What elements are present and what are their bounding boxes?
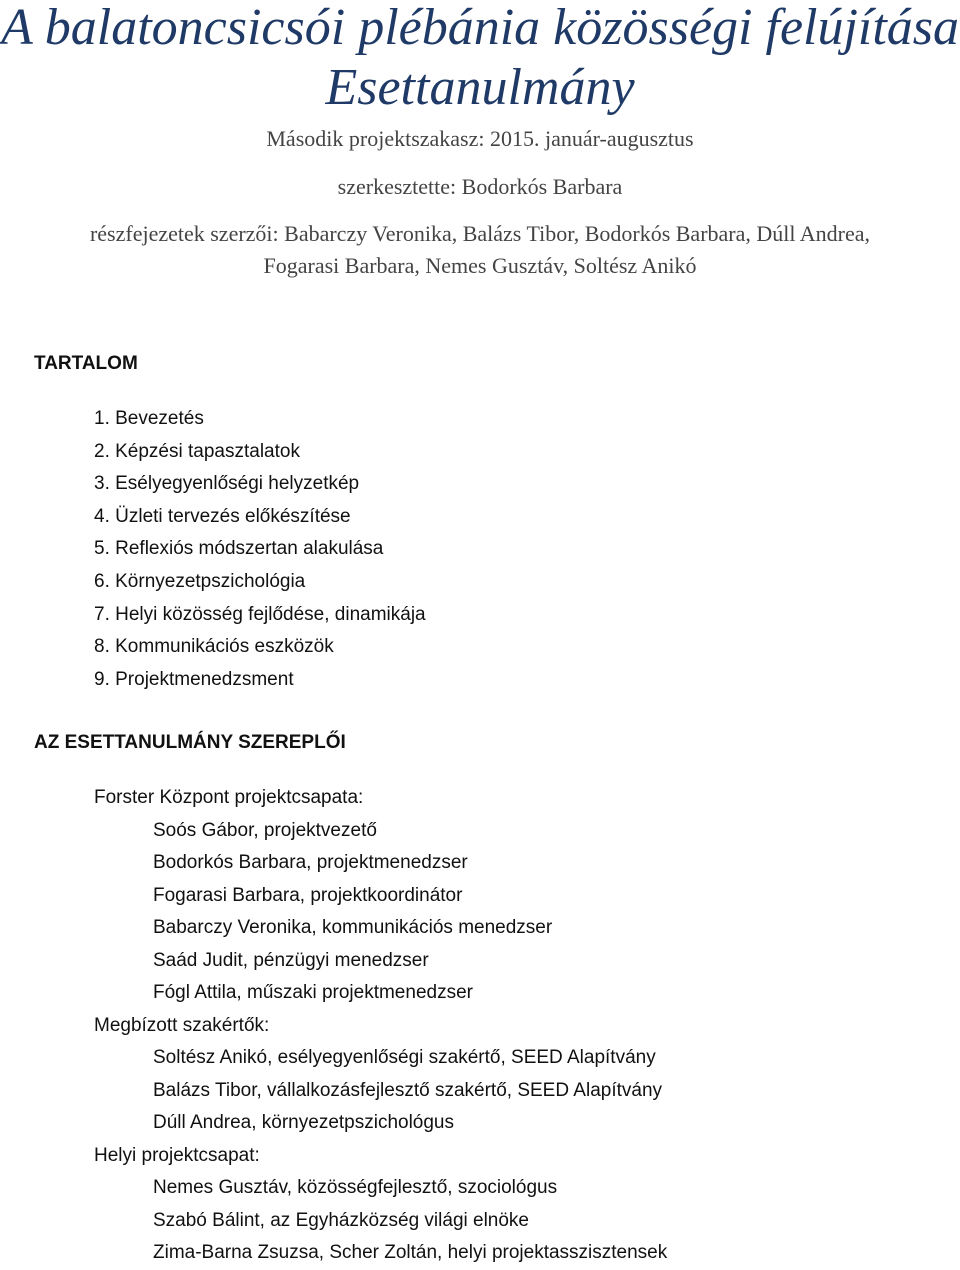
member-line: Saád Judit, pénzügyi menedzser [153,949,429,971]
editor-line: szerkesztette: Bodorkós Barbara [337,174,623,199]
project-phase: Második projektszakasz: 2015. január-augusztus [266,126,694,151]
toc-heading: TARTALOM [34,353,138,374]
toc-item: 6. Környezetpszichológia [94,570,306,592]
member-line: Zima-Barna Zsuzsa, Scher Zoltán, helyi projektasszisztensek [153,1242,668,1263]
member-line: Soltész Anikó, esélyegyenlőségi szakértő, SEED Alapítvány [153,1047,656,1068]
toc-item: 7. Helyi közösség fejlődése, dinamikája [94,603,426,625]
authors-line-2: Fogarasi Barbara, Nemes Gusztáv, Soltész Anikó [263,253,697,278]
cast-heading: AZ ESETTANULMÁNY SZEREPLŐI [34,732,346,753]
member-line: Szabó Bálint, az Egyházközség világi elnöke [153,1209,530,1231]
member-line: Balázs Tibor, vállalkozásfejlesztő szakértő, SEED Alapítvány [153,1079,663,1101]
member-line: Fogarasi Barbara, projektkoordinátor [153,884,463,906]
document-title: A balatoncsicsói plébánia közösségi felújítása [0,0,960,56]
toc-item: 1. Bevezetés [94,408,204,429]
member-line: Nemes Gusztáv, közösségfejlesztő, szociológus [153,1177,558,1198]
member-line: Dúll Andrea, környezetpszichológus [153,1112,455,1133]
member-line: Fógl Attila, műszaki projektmenedzser [153,982,473,1003]
group-label: Forster Központ projektcsapata: [94,787,364,808]
authors-line-1: részfejezetek szerzői: Babarczy Veronika, Balázs Tibor, Bodorkós Barbara, Dúll Andrea, [89,221,871,246]
toc-item: 8. Kommunikációs eszközök [94,636,334,658]
member-line: Babarczy Veronika, kommunikációs menedzser [153,917,553,938]
toc-item: 9. Projektmenedzsment [94,668,294,690]
toc-item: 2. Képzési tapasztalatok [94,440,300,462]
cast-list [94,782,667,1270]
document-subtitle-title: Esettanulmány [325,59,635,116]
member-line: Soós Gábor, projektvezető [153,819,377,841]
toc-item: 4. Üzleti tervezés előkészítése [94,505,351,527]
member-line: Bodorkós Barbara, projektmenedzser [153,852,468,873]
toc-item: 3. Esélyegyenlőségi helyzetkép [94,473,360,495]
toc-item: 5. Reflexiós módszertan alakulása [94,538,384,560]
table-of-contents [94,403,426,696]
group-label: Helyi projektcsapat: [94,1144,260,1166]
group-label: Megbízott szakértők: [94,1014,270,1036]
